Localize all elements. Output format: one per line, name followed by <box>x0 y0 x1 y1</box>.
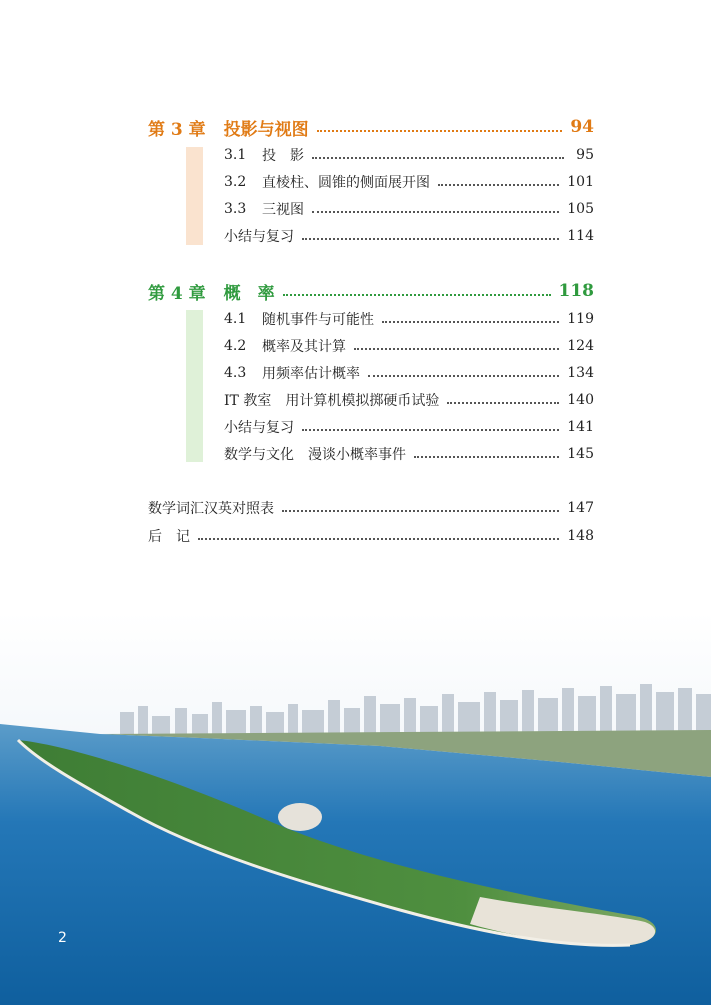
section-title: 数学与文化 漫谈小概率事件 <box>224 447 406 463</box>
chapter-4-heading[interactable] <box>148 278 594 304</box>
section-number: 3.2 <box>224 174 247 190</box>
section-page: 134 <box>567 365 594 381</box>
section-title: 三视图 <box>262 202 304 218</box>
section-page: 105 <box>567 201 594 217</box>
section-title: 小结与复习 <box>224 420 294 436</box>
toc-entry-3-2[interactable] <box>224 171 594 193</box>
leader-dots <box>438 184 559 186</box>
section-title: 投 影 <box>262 148 304 164</box>
section-page: 148 <box>567 528 594 544</box>
chapter-page: 94 <box>570 117 594 137</box>
toc-entry-3-3[interactable] <box>224 198 594 220</box>
section-title: 随机事件与可能性 <box>262 312 374 328</box>
leader-dots <box>302 238 559 240</box>
page-number: 2 <box>58 930 67 946</box>
leader-dots <box>198 538 559 540</box>
section-page: 114 <box>567 228 594 244</box>
section-title: IT 教室 用计算机模拟掷硬币试验 <box>224 393 440 409</box>
toc-entry-4-2[interactable] <box>224 335 594 357</box>
toc-entry-glossary[interactable] <box>148 497 594 519</box>
chapter-page: 118 <box>558 281 594 301</box>
chapter-title: 投影与视图 <box>223 119 309 140</box>
leader-dots <box>317 130 563 132</box>
section-page: 147 <box>567 500 594 516</box>
section-title: 直棱柱、圆锥的侧面展开图 <box>262 175 430 191</box>
section-title: 后 记 <box>148 529 190 545</box>
toc-entry-math-culture[interactable] <box>224 443 594 465</box>
section-page: 95 <box>576 147 594 163</box>
chapter-title: 概 率 <box>223 283 275 304</box>
leader-dots <box>447 402 559 404</box>
section-title: 概率及其计算 <box>262 339 346 355</box>
leader-dots <box>312 157 564 159</box>
chapter-3-heading[interactable] <box>148 114 594 140</box>
toc-entry-it-classroom[interactable] <box>224 389 594 411</box>
chapter-number: 第 4 章 <box>148 283 206 304</box>
section-page: 140 <box>567 392 594 408</box>
section-title: 用频率估计概率 <box>262 366 360 382</box>
leader-dots <box>282 510 559 512</box>
leader-dots <box>302 429 559 431</box>
leader-dots <box>354 348 559 350</box>
statue <box>278 803 322 831</box>
section-number: 4.2 <box>224 338 247 354</box>
section-page: 141 <box>567 419 594 435</box>
chapter-4-accent-bar <box>186 310 203 462</box>
leader-dots <box>312 211 559 213</box>
section-number: 3.1 <box>224 147 247 163</box>
chapter-number: 第 3 章 <box>148 119 206 140</box>
section-number: 4.3 <box>224 365 247 381</box>
section-page: 101 <box>567 174 594 190</box>
leader-dots <box>283 294 551 296</box>
section-title: 小结与复习 <box>224 229 294 245</box>
toc-entry-4-1[interactable] <box>224 308 594 330</box>
toc-entry-3-1[interactable] <box>224 144 594 166</box>
leader-dots <box>414 456 559 458</box>
section-page: 119 <box>567 311 594 327</box>
leader-dots <box>382 321 559 323</box>
chapter-3-accent-bar <box>186 147 203 245</box>
section-number: 3.3 <box>224 201 247 217</box>
section-title: 数学词汇汉英对照表 <box>148 501 274 517</box>
section-number: 4.1 <box>224 311 247 327</box>
toc-entry-4-3[interactable] <box>224 362 594 384</box>
toc-entry-afterword[interactable] <box>148 525 594 547</box>
toc-entry-4-review[interactable] <box>224 416 594 438</box>
section-page: 124 <box>567 338 594 354</box>
leader-dots <box>368 375 559 377</box>
orange-isle-aerial-photo <box>0 612 711 1005</box>
section-page: 145 <box>567 446 594 462</box>
toc-entry-3-review[interactable] <box>224 225 594 247</box>
